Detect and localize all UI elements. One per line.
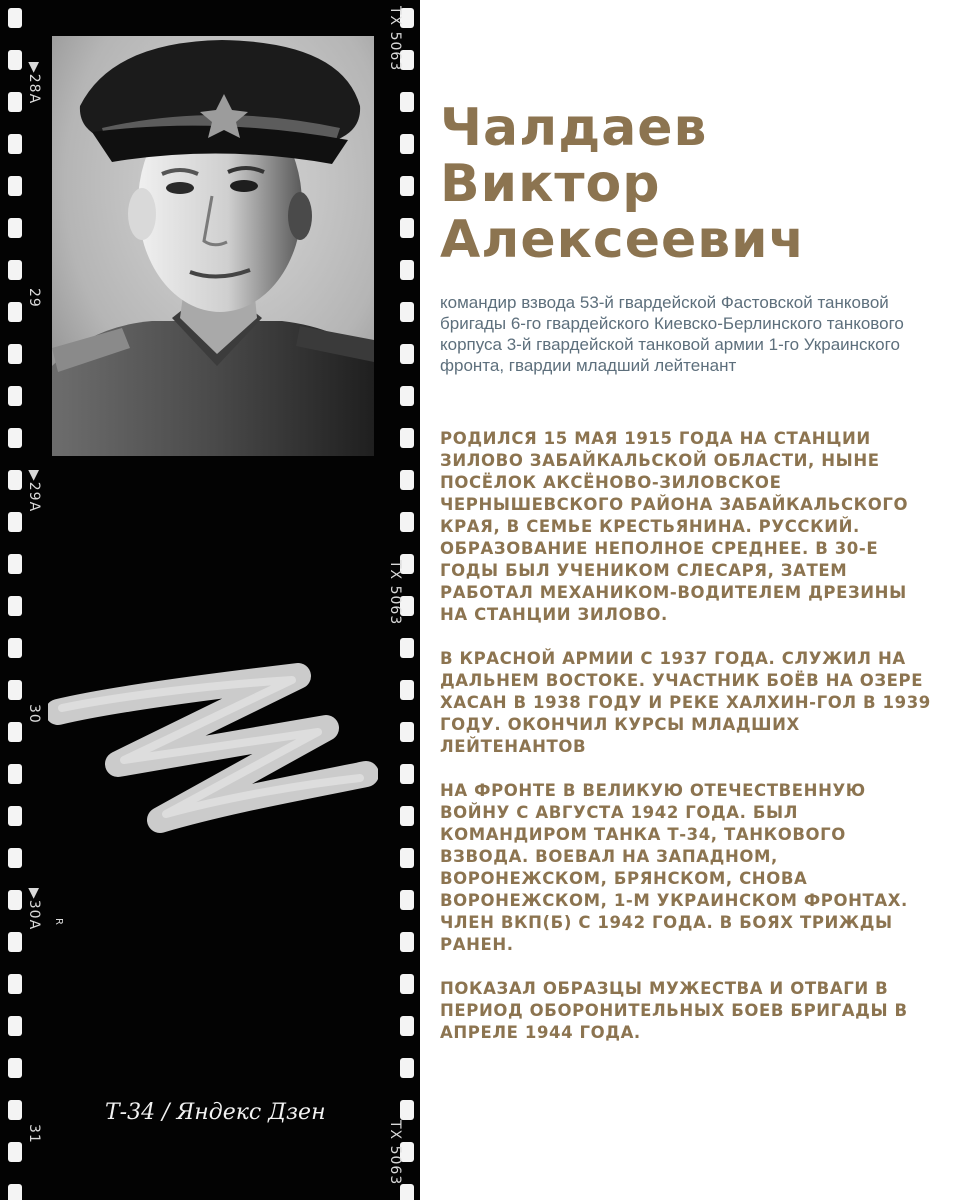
film-stock-label: TX 5063 bbox=[387, 6, 403, 72]
film-stock-label: TX 5063 bbox=[387, 560, 403, 626]
name-given: Виктор bbox=[440, 154, 661, 214]
film-frame-label: 29 bbox=[26, 288, 42, 308]
person-role: командир взвода 53-й гвардейской Фастовской танковой бригады 6-го гвардейского Киевско-Берлинского танкового корпуса 3-й гвардейской танковой армии 1-го Украинского фронта, гвардии младший лейтенант bbox=[440, 293, 904, 375]
film-perforation bbox=[8, 50, 22, 70]
film-perforation bbox=[8, 722, 22, 742]
film-perforation bbox=[8, 932, 22, 952]
film-perforation bbox=[400, 680, 414, 700]
film-perforation bbox=[400, 638, 414, 658]
film-perforation bbox=[8, 554, 22, 574]
film-perforation bbox=[400, 92, 414, 112]
film-perforation bbox=[400, 428, 414, 448]
film-perforation bbox=[8, 974, 22, 994]
film-perforation bbox=[400, 134, 414, 154]
film-perforation bbox=[8, 92, 22, 112]
film-perforation bbox=[8, 470, 22, 490]
film-perforation bbox=[400, 260, 414, 280]
name-patronymic: Алексеевич bbox=[440, 210, 806, 270]
bio-paragraph-early-life: РОДИЛСЯ 15 МАЯ 1915 ГОДА НА СТАНЦИИ ЗИЛОВО ЗАБАЙКАЛЬСКОЙ ОБЛАСТИ, НЫНЕ ПОСЁЛОК АКСЁНОВО-ЗИЛОВСКОЕ ЧЕРНЫШЕВСКОГО РАЙОНА ЗАБАЙКАЛЬСКОГО КРАЯ, В СЕМЬЕ КРЕСТЬЯНИНА. РУССКИЙ. ОБРАЗОВАНИЕ НЕПОЛНОЕ СРЕДНЕЕ. В 30-Е ГОДЫ БЫЛ УЧЕНИКОМ СЛЕСАРЯ, ЗАТЕМ РАБОТАЛ МЕХАНИКОМ-ВОДИТЕЛЕМ ДРЕЗИНЫ НА СТАНЦИИ ЗИЛОВО. bbox=[440, 429, 909, 624]
film-perforation bbox=[400, 806, 414, 826]
film-frame-label: 30 bbox=[26, 704, 42, 724]
film-perforation bbox=[8, 806, 22, 826]
film-perforation bbox=[400, 932, 414, 952]
film-perforation bbox=[8, 134, 22, 154]
film-perforation bbox=[8, 1184, 22, 1200]
film-perforation bbox=[8, 1016, 22, 1036]
bio-content bbox=[440, 100, 935, 1044]
film-frame-label: ▶30A bbox=[26, 888, 42, 931]
film-perforation bbox=[8, 848, 22, 868]
scribble-decoration bbox=[48, 660, 378, 840]
portrait-photo bbox=[52, 36, 374, 456]
film-perforation bbox=[8, 680, 22, 700]
film-perforation bbox=[8, 1058, 22, 1078]
film-perforation bbox=[8, 764, 22, 784]
film-perforation bbox=[8, 512, 22, 532]
film-perforation bbox=[8, 596, 22, 616]
film-perforation bbox=[400, 1058, 414, 1078]
film-perforation bbox=[8, 428, 22, 448]
film-perforation bbox=[400, 386, 414, 406]
film-perforation bbox=[8, 302, 22, 322]
film-perforation bbox=[8, 260, 22, 280]
image-credit: Т-34 / Яндекс Дзен bbox=[105, 1100, 326, 1125]
film-perforation bbox=[8, 1142, 22, 1162]
bio-paragraph-valor: ПОКАЗАЛ ОБРАЗЦЫ МУЖЕСТВА И ОТВАГИ В ПЕРИОД ОБОРОНИТЕЛЬНЫХ БОЕВ БРИГАДЫ В АПРЕЛЕ 1944 ГОДА. bbox=[440, 979, 908, 1042]
film-perforation bbox=[400, 302, 414, 322]
film-frame-label: 31 bbox=[26, 1124, 42, 1144]
film-small-mark: R bbox=[53, 918, 64, 926]
film-perforation bbox=[400, 848, 414, 868]
film-perforation bbox=[400, 470, 414, 490]
film-perforation bbox=[400, 218, 414, 238]
film-perforation bbox=[8, 1100, 22, 1120]
film-perforation bbox=[400, 176, 414, 196]
film-stock-label: TX 5063 bbox=[387, 1120, 403, 1186]
film-perforation bbox=[8, 344, 22, 364]
bio-paragraph-army: В КРАСНОЙ АРМИИ С 1937 ГОДА. СЛУЖИЛ НА ДАЛЬНЕМ ВОСТОКЕ. УЧАСТНИК БОЁВ НА ОЗЕРЕ ХАСАН В 1938 ГОДУ И РЕКЕ ХАЛХИН-ГОЛ В 1939 ГОДУ. ОКОНЧИЛ КУРСЫ МЛАДШИХ ЛЕЙТЕНАНТОВ bbox=[440, 649, 931, 756]
film-perforation bbox=[400, 512, 414, 532]
film-frame-label: ▶28A bbox=[26, 62, 42, 105]
film-perforation bbox=[8, 638, 22, 658]
person-name bbox=[440, 100, 935, 268]
film-perforation bbox=[400, 722, 414, 742]
film-perforation bbox=[400, 890, 414, 910]
film-perforation bbox=[400, 764, 414, 784]
film-perforation bbox=[8, 890, 22, 910]
film-perforation bbox=[8, 386, 22, 406]
bio-paragraph-front: НА ФРОНТЕ В ВЕЛИКУЮ ОТЕЧЕСТВЕННУЮ ВОЙНУ С АВГУСТА 1942 ГОДА. БЫЛ КОМАНДИРОМ ТАНКА Т-34, ТАНКОВОГО ВЗВОДА. ВОЕВАЛ НА ЗАПАДНОМ, ВОРОНЕЖСКОМ, БРЯНСКОМ, СНОВА ВОРОНЕЖСКОМ, 1-М УКРАИНСКОМ ФРОНТАХ. ЧЛЕН ВКП(Б) С 1942 ГОДА. В БОЯХ ТРИЖДЫ РАНЕН. bbox=[440, 781, 908, 954]
film-perforation bbox=[400, 344, 414, 364]
film-frame-label: ▶29A bbox=[26, 470, 42, 513]
film-perforation bbox=[400, 1184, 414, 1200]
film-perforation bbox=[8, 8, 22, 28]
film-perforation bbox=[400, 1100, 414, 1120]
film-perforation bbox=[400, 1016, 414, 1036]
film-strip bbox=[0, 0, 420, 1200]
film-perforation bbox=[400, 974, 414, 994]
film-perforation bbox=[8, 218, 22, 238]
name-surname: Чалдаев bbox=[440, 98, 708, 158]
film-perforation bbox=[8, 176, 22, 196]
